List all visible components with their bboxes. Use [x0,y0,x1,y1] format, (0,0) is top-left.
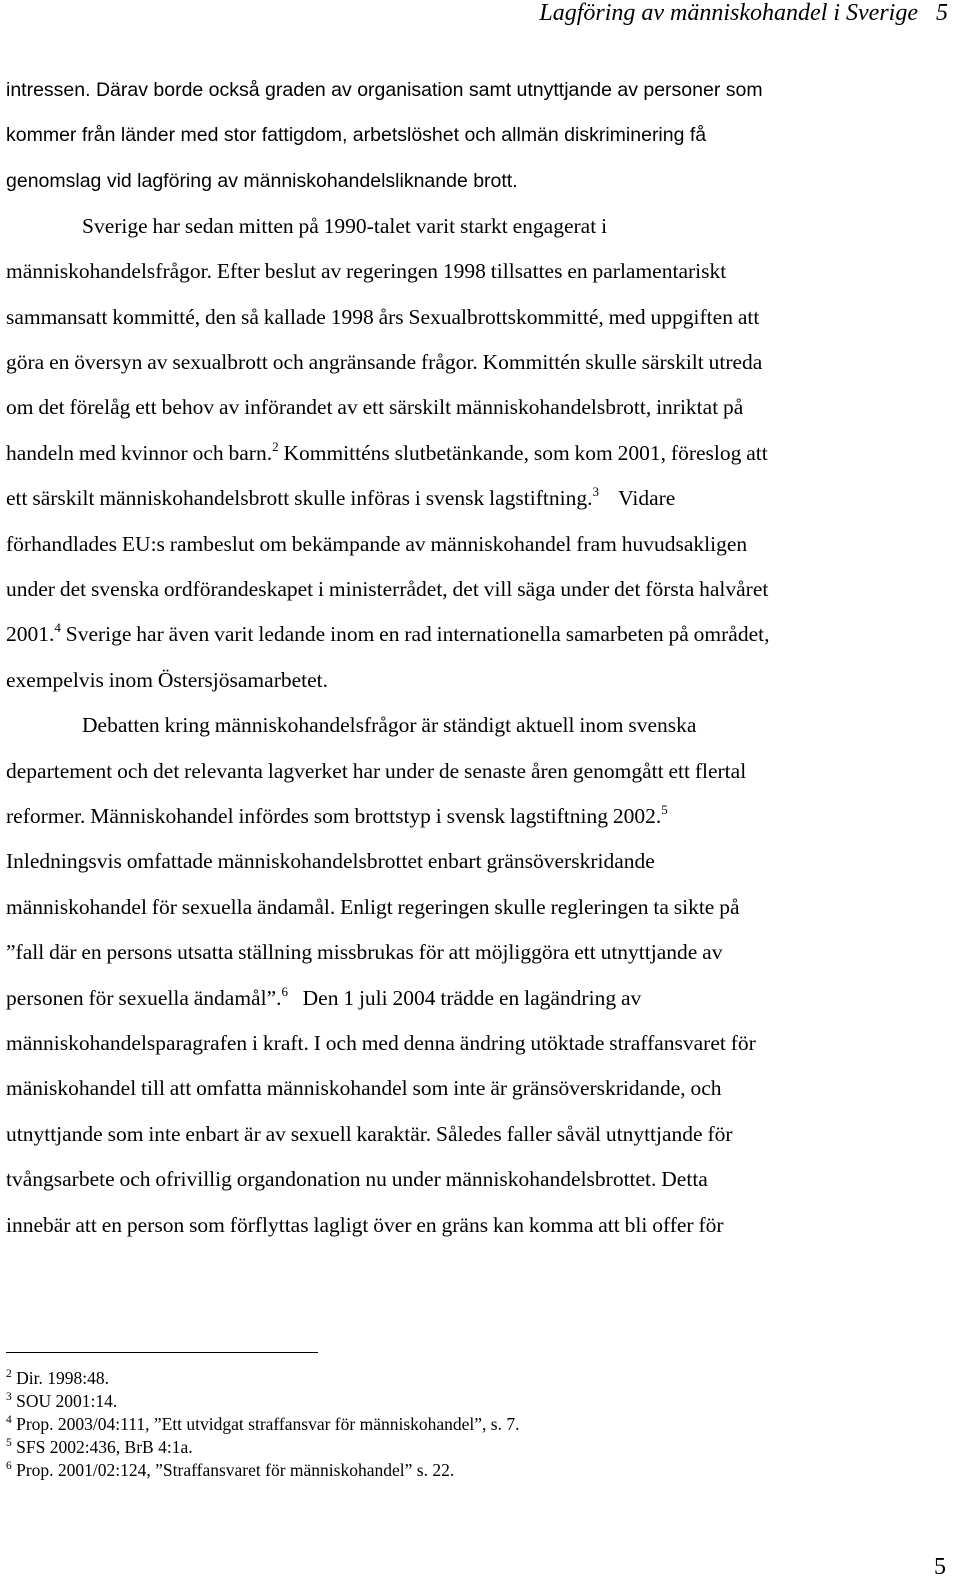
footnote: $^2$ Dir. 1998:48. [6,1368,109,1388]
text-line: människohandelsparagrafen i kraft. I och med denna ändring utöktade straffansvaret för [6,1031,756,1055]
text-line: Debatten kring människohandelsfrågor är ständigt aktuell inom svenska [82,713,697,737]
footnote-ref: 3 [592,484,599,499]
text-line: utnyttjande som inte enbart är av sexuell karaktär. Således faller såväl utnyttjande för [6,1122,733,1146]
text-line: ”fall där en persons utsatta ställning missbrukas för att möjliggöra ett utnyttjande av [6,940,723,964]
footnote-ref: 5 [661,802,668,817]
page-number: 5 [934,1554,946,1580]
footnote-ref: 6 [281,984,288,999]
text-line: kommer från länder med stor fattigdom, arbetslöshet och allmän diskriminering få [6,124,707,146]
text-line: människohandel för sexuella ändamål. Enligt regeringen skulle regleringen ta sikte på [6,895,740,919]
text-line: reformer. Människohandel infördes som brottstyp i svensk lagstiftning 2002.$^5$ [6,802,668,828]
text-line: 2001.$^4$ Sverige har även varit ledande inom en rad internationella samarbeten på området, [6,620,770,646]
text-line: personen för sexuella ändamål”.$^6$ Den 1 juli 2004 trädde en lagändring av [6,984,642,1010]
text-line: göra en översyn av sexualbrott och angränsande frågor. Kommittén skulle särskilt utreda [6,350,763,374]
footnote: $^5$ SFS 2002:436, BrB 4:1a. [6,1437,193,1457]
text-line: handeln med kvinnor och barn.$^2$ Kommitténs slutbetänkande, som kom 2001, föreslog att [6,439,768,465]
text-line: Sverige har sedan mitten på 1990-talet varit starkt engagerat i [82,214,608,238]
text-line: under det svenska ordförandeskapet i ministerrådet, det vill säga under det första halvåret [6,577,769,601]
text-line: förhandlades EU:s rambeslut om bekämpande av människohandel fram huvudsakligen [6,532,748,556]
footnote: $^6$ Prop. 2001/02:124, ”Straffansvaret för människohandel” s. 22. [6,1460,455,1480]
footnote-separator [6,1352,318,1353]
footnote: $^3$ SOU 2001:14. [6,1391,118,1411]
text-line: innebär att en person som förflyttas lagligt över en gräns kan komma att bli offer för [6,1213,724,1237]
footnote-ref: 4 [54,620,61,635]
text-line: departement och det relevanta lagverket har under de senaste åren genomgått ett flertal [6,759,747,783]
text-line: intressen. Därav borde också graden av organisation samt utnyttjande av personer som [6,79,763,101]
text-line: människohandelsfrågor. Efter beslut av regeringen 1998 tillsattes en parlamentariskt [6,259,727,283]
text-line: ett särskilt människohandelsbrott skulle införas i svensk lagstiftning.$^3$ Vidare [6,484,676,510]
text-line: mäniskohandel till att omfatta människohandel som inte är gränsöverskridande, och [6,1076,722,1100]
footnote: $^4$ Prop. 2003/04:111, ”Ett utvidgat straffansvar för människohandel”, s. 7. [6,1414,520,1434]
text-line: Inledningsvis omfattade människohandelsbrottet enbart gränsöverskridande [6,849,655,873]
header-page-number: 5 [936,0,948,26]
text-line: sammansatt kommitté, den så kallade 1998 års Sexualbrottskommitté, med uppgiften att [6,305,760,329]
running-header [0,0,948,26]
text-line: tvångsarbete och ofrivillig organdonation nu under människohandelsbrottet. Detta [6,1167,708,1191]
text-line: om det förelåg ett behov av införandet av ett särskilt människohandelsbrott, inriktat på [6,395,744,419]
footnote-ref: 2 [272,439,279,454]
header-title: Lagföring av människohandel i Sverige [539,0,918,26]
text-line: exempelvis inom Östersjösamarbetet. [6,668,329,692]
text-line: genomslag vid lagföring av människohandelsliknande brott. [6,170,518,192]
